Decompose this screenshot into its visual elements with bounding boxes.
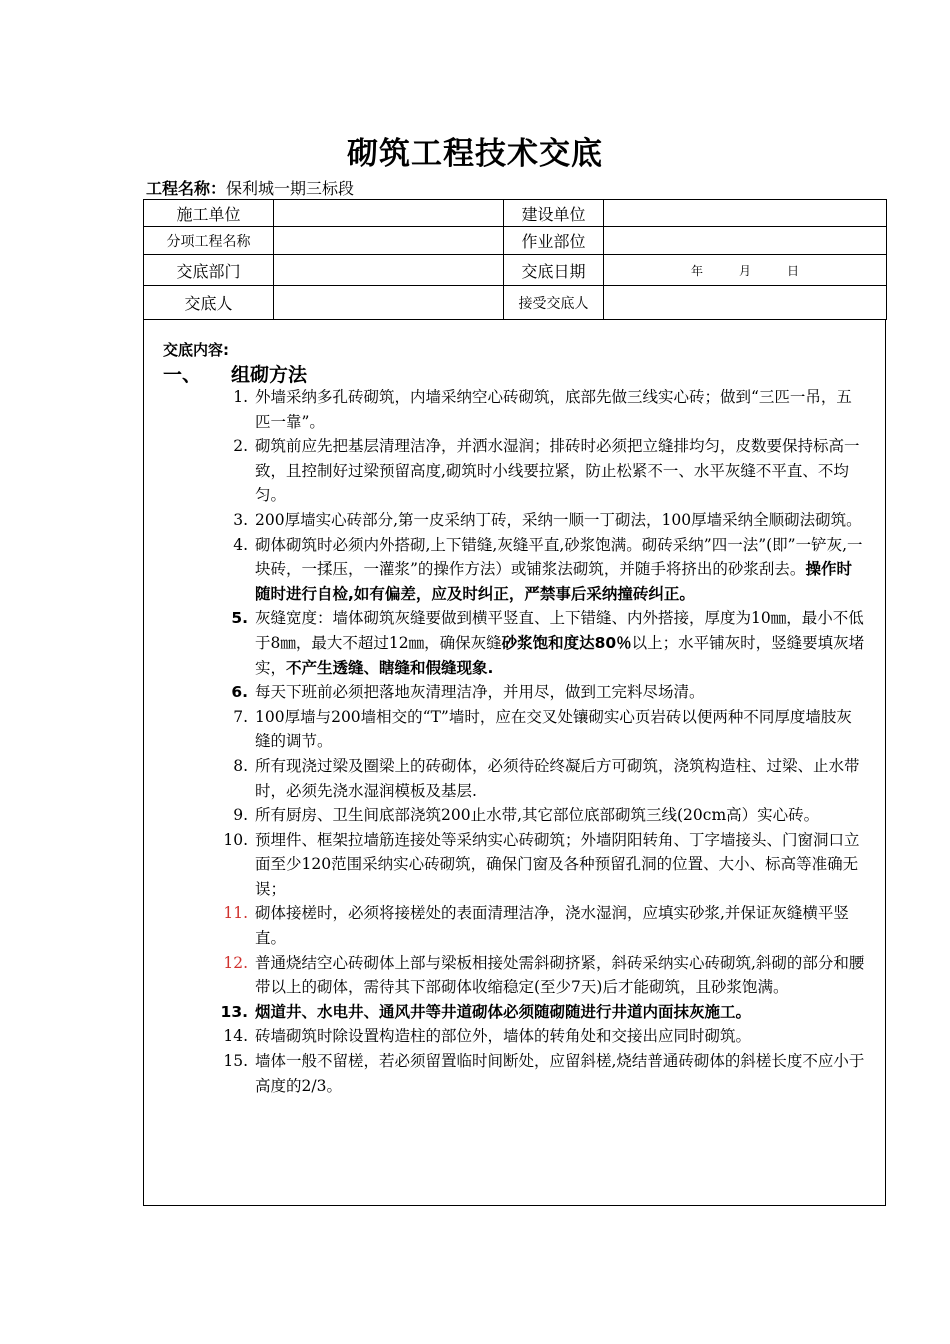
value-receiver[interactable] xyxy=(604,286,887,320)
item-text: 外墙采纳多孔砖砌筑，内墙采纳空心砖砌筑，底部先做三线实心砖；做到“三匹一吊，五匹一靠”。 xyxy=(255,388,852,431)
list-item xyxy=(144,901,885,950)
info-table xyxy=(143,199,887,320)
label-construction-unit: 施工单位 xyxy=(144,200,274,227)
briefing-content-box xyxy=(143,319,886,1206)
info-row xyxy=(144,255,887,286)
info-row xyxy=(144,227,887,255)
value-briefing-dept[interactable] xyxy=(274,255,504,286)
item-number: 13. xyxy=(220,1002,248,1021)
list-item xyxy=(144,1000,885,1025)
list-item xyxy=(144,828,885,902)
label-sub-project: 分项工程名称 xyxy=(144,227,274,255)
item-text: 预埋件、框架拉墙筋连接处等采纳实心砖砌筑；外墙阴阳转角、丁字墙接头、门窗洞口立面至少120范围采纳实心砖砌筑，确保门窗及各种预留孔洞的位置、大小、标高等准确无误； xyxy=(255,830,860,898)
list-item xyxy=(144,508,885,533)
item-text: 砌体砌筑时必须内外搭砌,上下错缝,灰缝平直,砂浆饱满。砌砖采纳”四一法”(即”一铲灰,一块砖，一揉压，一灌浆”的操作方法）或铺浆法砌筑，并随手将挤出的砂浆刮去。 xyxy=(255,535,863,579)
item-text: 普通烧结空心砖砌体上部与梁板相接处需斜砌挤紧，斜砖采纳实心砖砌筑,斜砌的部分和腰带以上的砌体，需待其下部砌体收缩稳定(至少7天)后才能砌筑，且砂浆饱满。 xyxy=(255,953,865,997)
list-item xyxy=(144,951,885,1000)
item-number: 4. xyxy=(233,535,248,554)
list-item xyxy=(144,705,885,754)
item-bold-text: 砂浆饱和度达80％ xyxy=(501,633,632,652)
info-row xyxy=(144,200,887,227)
item-number: 12. xyxy=(223,953,248,972)
project-name-line xyxy=(146,176,354,199)
item-text: 灰缝宽度：墙体砌筑灰缝要做到横平竖直、上下错缝、内外搭接，厚度为10㎜，最小不低于8㎜，最大不超过12㎜，确保灰缝 xyxy=(255,609,864,652)
item-number: 15. xyxy=(223,1052,248,1071)
list-item xyxy=(144,1024,885,1049)
item-number: 11. xyxy=(223,904,248,923)
project-name-label: 工程名称： xyxy=(146,179,227,198)
value-briefer[interactable] xyxy=(274,286,504,320)
item-number: 3. xyxy=(233,510,248,529)
list-item xyxy=(144,533,885,607)
list-item xyxy=(144,385,885,434)
item-text: 砌筑前应先把基层清理洁净，并洒水湿润；排砖时必须把立缝排均匀，皮数要保持标高一致，且控制好过梁预留高度,砌筑时小线要拉紧，防止松紧不一、水平灰缝不平直、不均匀。 xyxy=(255,437,860,505)
list-item xyxy=(144,434,885,508)
label-briefing-date: 交底日期 xyxy=(504,255,604,286)
item-text: 墙体一般不留槎，若必须留置临时间断处，应留斜槎,烧结普通砖砌体的斜槎长度不应小于高度的2/3。 xyxy=(255,1052,865,1095)
list-item xyxy=(144,606,885,680)
label-briefer: 交底人 xyxy=(144,286,274,320)
value-work-location[interactable] xyxy=(604,227,887,255)
item-bold-text: 烟道井、水电井、通风井等井道砌体必须随砌随进行井道内面抹灰施工。 xyxy=(255,1002,752,1021)
label-receiver: 接受交底人 xyxy=(504,286,604,320)
item-number: 9. xyxy=(233,806,248,825)
item-number: 1. xyxy=(233,388,248,406)
item-text: 所有现浇过梁及圈梁上的砖砌体，必须待砼终凝后方可砌筑，浇筑构造柱、过梁、止水带时，必须先浇水湿润模板及基层. xyxy=(255,756,860,800)
project-name-value: 保利城一期三标段 xyxy=(226,179,355,198)
item-bold-text: 不产生透缝、瞎缝和假缝现象. xyxy=(286,658,494,677)
item-number: 2. xyxy=(233,437,248,456)
item-list xyxy=(144,385,885,1098)
item-bold-text: 操作时随时进行自检,如有偏差，应及时纠正，严禁事后采纳撞砖纠正。 xyxy=(255,560,852,603)
item-number: 8. xyxy=(233,756,248,775)
item-text: 200厚墙实心砖部分,第一皮采纳丁砖，采纳一顺一丁砌法，100厚墙采纳全顺砌法砌筑。 xyxy=(255,510,862,529)
item-text: 砖墙砌筑时除设置构造柱的部位外，墙体的转角处和交接出应同时砌筑。 xyxy=(255,1027,752,1046)
item-number: 6. xyxy=(231,683,248,702)
document-title: 砌筑工程技术交底 xyxy=(347,136,603,172)
content-label: 交底内容: xyxy=(163,341,229,359)
label-work-location: 作业部位 xyxy=(504,227,604,255)
label-owner-unit: 建设单位 xyxy=(504,200,604,227)
item-text: 以上；水平铺灰时，竖缝要填灰堵实， xyxy=(255,633,865,677)
value-sub-project[interactable] xyxy=(274,227,504,255)
section-title: 组砌方法 xyxy=(231,364,308,386)
item-number: 10. xyxy=(223,830,248,849)
value-briefing-date[interactable]: 年 月 日 xyxy=(604,255,887,286)
item-number: 14. xyxy=(223,1027,248,1046)
value-owner-unit[interactable] xyxy=(604,200,887,227)
value-construction-unit[interactable] xyxy=(274,200,504,227)
item-text: 砌体接槎时，必须将接槎处的表面清理洁净，浇水湿润，应填实砂浆,并保证灰缝横平竖直。 xyxy=(255,904,849,948)
item-text: 所有厨房、卫生间底部浇筑200止水带,其它部位底部砌筑三线(20cm高）实心砖。 xyxy=(255,806,820,825)
section-heading xyxy=(163,360,307,387)
item-text: 100厚墙与200墙相交的“T”墙时，应在交叉处镶砌实心页岩砖以便两种不同厚度墙肢灰缝的调节。 xyxy=(255,707,852,751)
list-item xyxy=(144,1049,885,1098)
list-item xyxy=(144,803,885,828)
item-number: 7. xyxy=(233,707,248,726)
info-row xyxy=(144,286,887,320)
list-item xyxy=(144,754,885,803)
section-number: 一、 xyxy=(163,364,202,386)
item-number: 5. xyxy=(231,609,248,628)
list-item xyxy=(144,680,885,705)
label-briefing-dept: 交底部门 xyxy=(144,255,274,286)
item-text: 每天下班前必须把落地灰清理洁净，并用尽，做到工完料尽场清。 xyxy=(255,683,705,702)
